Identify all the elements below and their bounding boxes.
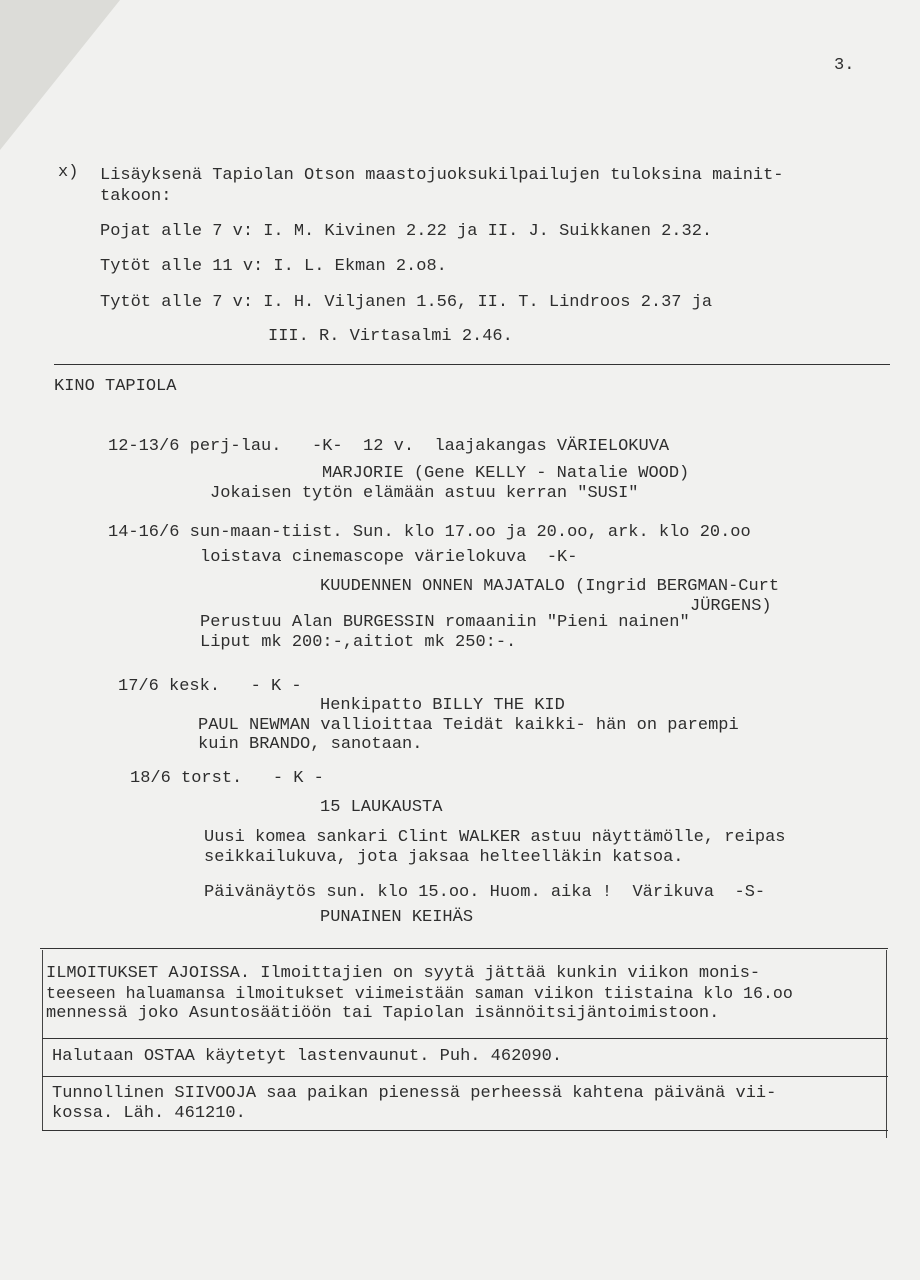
film2-prices: Liput mk 200:-,aitiot mk 250:-. xyxy=(200,633,517,652)
results-intro-line1: Lisäyksenä Tapiolan Otson maastojuoksukilpailujen tuloksina mainit- xyxy=(100,166,784,185)
film3-title: Henkipatto BILLY THE KID xyxy=(320,696,565,715)
folded-corner xyxy=(0,0,120,150)
film3-schedule: 17/6 kesk. - K - xyxy=(118,677,302,696)
results-boys-under-7: Pojat alle 7 v: I. M. Kivinen 2.22 ja II. J. Suikkanen 2.32. xyxy=(100,222,713,241)
film4-title: 15 LAUKAUSTA xyxy=(320,798,443,817)
notices-right-rule xyxy=(886,950,887,1138)
notices-top-rule xyxy=(40,948,888,949)
notice1-line1: ILMOITUKSET AJOISSA. Ilmoittajien on syytä jättää kunkin viikon monis- xyxy=(46,964,761,983)
film4-description-cont: seikkailukuva, jota jaksaa helteelläkin katsoa. xyxy=(204,848,684,867)
results-intro-line2: takoon: xyxy=(100,187,172,206)
notice2: Halutaan OSTAA käytetyt lastenvaunut. Puh. 462090. xyxy=(52,1047,563,1066)
film4-schedule: 18/6 torst. - K - xyxy=(130,769,324,788)
results-girls-under-11: Tytöt alle 11 v: I. L. Ekman 2.o8. xyxy=(100,257,447,276)
notice3-line2: kossa. Läh. 461210. xyxy=(52,1104,246,1123)
results-girls-under-7: Tytöt alle 7 v: I. H. Viljanen 1.56, II. T. Lindroos 2.37 ja xyxy=(100,293,713,312)
notices-bottom-rule xyxy=(42,1130,888,1131)
film1-title: MARJORIE (Gene KELLY - Natalie WOOD) xyxy=(322,464,690,483)
film2-schedule: 14-16/6 sun-maan-tiist. Sun. klo 17.oo ja 20.oo, ark. klo 20.oo xyxy=(108,523,751,542)
film1-schedule: 12-13/6 perj-lau. -K- 12 v. laajakangas VÄRIELOKUVA xyxy=(108,437,670,456)
kino-heading: KINO TAPIOLA xyxy=(54,377,177,396)
film3-description-cont: kuin BRANDO, sanotaan. xyxy=(198,735,423,754)
notice3-line1: Tunnollinen SIIVOOJA saa paikan pienessä perheessä kahtena päivänä vii- xyxy=(52,1084,777,1103)
notices-divider-1 xyxy=(42,1038,888,1039)
page-number: 3. xyxy=(834,56,855,75)
film2-description: loistava cinemascope värielokuva -K- xyxy=(200,548,578,567)
film4-description: Uusi komea sankari Clint WALKER astuu näyttämölle, reipas xyxy=(204,828,786,847)
notices-left-rule xyxy=(42,950,43,1130)
matinee-title: PUNAINEN KEIHÄS xyxy=(320,908,474,927)
results-girls-under-7-cont: III. R. Virtasalmi 2.46. xyxy=(268,327,513,346)
notices-divider-2 xyxy=(42,1076,888,1077)
notice1-line3: mennessä joko Asuntosäätiöön tai Tapiolan isännöitsijäntoimistoon. xyxy=(46,1004,720,1023)
film2-title-cont: JÜRGENS) xyxy=(690,597,772,616)
film3-description: PAUL NEWMAN vallioittaa Teidät kaikki- hän on parempi xyxy=(198,716,739,735)
matinee-schedule: Päivänäytös sun. klo 15.oo. Huom. aika ! Värikuva -S- xyxy=(204,883,766,902)
notice1-line2: teeseen haluamansa ilmoitukset viimeistään saman viikon tiistaina klo 16.oo xyxy=(46,984,793,1003)
film1-tagline: Jokaisen tytön elämään astuu kerran "SUSI" xyxy=(210,484,639,503)
film2-source: Perustuu Alan BURGESSIN romaaniin "Pieni nainen" xyxy=(200,613,690,632)
section-divider xyxy=(54,364,890,365)
results-marker: x) xyxy=(58,163,79,182)
film2-title: KUUDENNEN ONNEN MAJATALO (Ingrid BERGMAN-Curt xyxy=(320,577,780,596)
